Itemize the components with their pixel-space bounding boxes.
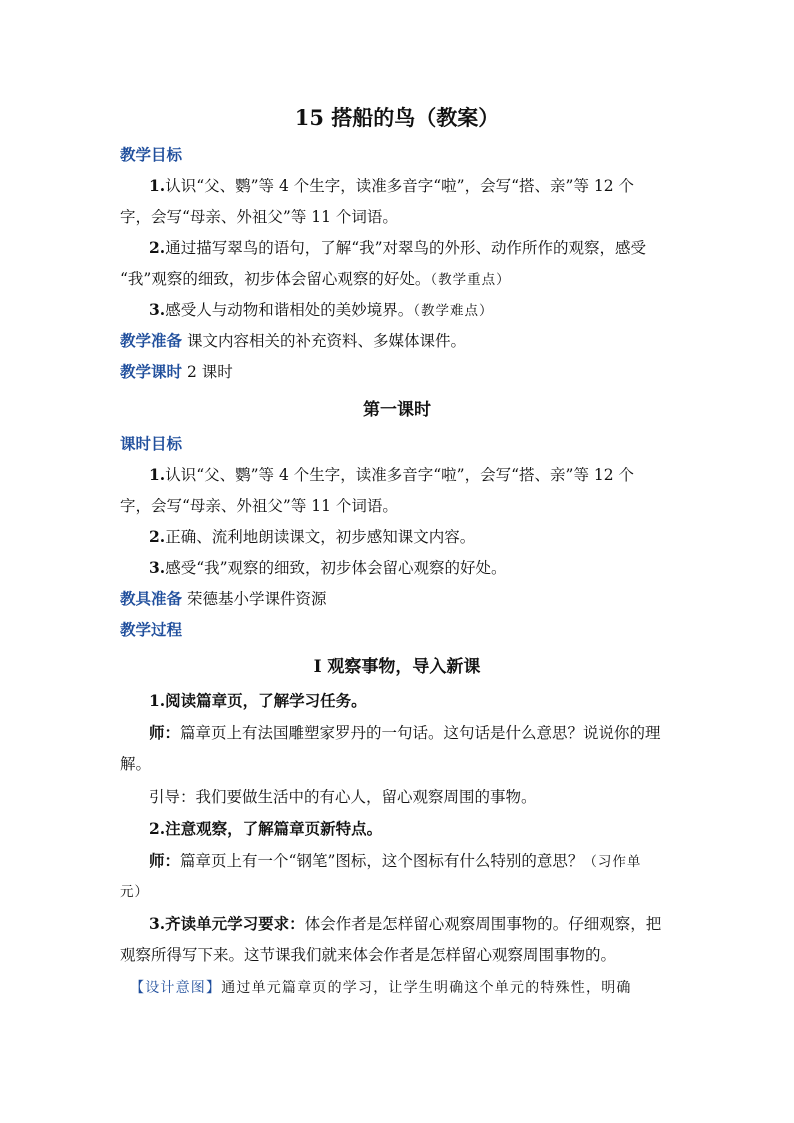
lesson-goal-2-number: 2.	[149, 527, 166, 546]
teacher-2-text: 篇章页上有一个“钢笔”图标，这个图标有什么特别的意思？	[180, 852, 584, 870]
teacher-1-label: 师：	[149, 723, 181, 742]
process-heading: 教学过程	[120, 620, 183, 639]
teacher-1-line-2: 解。	[120, 755, 152, 773]
lesson-goal-3-number: 3.	[149, 558, 166, 577]
objective-2-number: 2.	[149, 238, 166, 257]
hours-row	[120, 361, 233, 383]
objective-2-note: （教学重点）	[430, 272, 511, 288]
step-3-line-1	[149, 913, 661, 935]
objective-3-number: 3.	[149, 300, 166, 319]
teacher-2-note: （习作单	[583, 854, 642, 870]
teacher-1-line-1	[149, 722, 661, 744]
lesson-goal-3	[149, 557, 507, 579]
guide-row	[149, 786, 537, 808]
teacher-2-line-1	[149, 850, 641, 873]
lesson-1-heading: 第一课时	[363, 400, 431, 420]
design-intent-label: 【设计意图】	[130, 980, 222, 996]
lesson-goals-heading: 课时目标	[120, 434, 183, 453]
step-1-title: 1.阅读篇章页，了解学习任务。	[149, 691, 367, 710]
objective-2-text-cont: “我”观察的细致，初步体会留心观察的好处。	[120, 270, 431, 288]
hours-text: 2 课时	[182, 363, 233, 381]
tools-label: 教具准备	[120, 589, 183, 608]
preparation-label: 教学准备	[120, 331, 183, 350]
teacher-1-text: 篇章页上有法国雕塑家罗丹的一句话。这句话是什么意思？说说你的理	[180, 724, 661, 742]
objectives-heading: 教学目标	[120, 145, 183, 164]
guide-text: 我们要做生活中的有心人，留心观察周围的事物。	[195, 788, 537, 806]
step-3-title: 3.齐读单元学习要求：	[149, 914, 305, 933]
objective-1-line-1	[149, 175, 634, 197]
step-2-title: 2.注意观察，了解篇章页新特点。	[149, 819, 383, 838]
lesson-goal-1-line-2: 字，会写“母亲、外祖父”等 11 个词语。	[120, 497, 398, 515]
teacher-2-line-2: 元）	[120, 884, 149, 900]
lesson-goal-2	[149, 526, 475, 548]
lesson-goal-1-text: 认识“父、鹦”等 4 个生字，读准多音字“啦”，会写“搭、亲”等 12 个	[165, 466, 635, 484]
step-3-line-2: 观察所得写下来。这节课我们就来体会作者是怎样留心观察周围事物的。	[120, 946, 617, 964]
objective-1-text: 认识“父、鹦”等 4 个生字，读准多音字“啦”，会写“搭、亲”等 12 个	[165, 177, 635, 195]
preparation-row	[120, 330, 466, 352]
objective-2-text: 通过描写翠鸟的语句，了解“我”对翠鸟的外形、动作所作的观察，感受	[165, 239, 647, 257]
lesson-goal-2-text: 正确、流利地朗读课文，初步感知课文内容。	[165, 528, 476, 546]
objective-1-line-2: 字，会写“母亲、外祖父”等 11 个词语。	[120, 208, 398, 226]
objective-3-text: 感受人与动物和谐相处的美妙境界。	[165, 301, 414, 319]
step-3-text: 体会作者是怎样留心观察周围事物的。仔细观察，把	[304, 915, 662, 933]
objective-3	[149, 299, 493, 322]
objective-3-note: （教学难点）	[413, 303, 494, 319]
objective-2-line-1	[149, 237, 646, 259]
tools-text: 荣德基小学课件资源	[182, 590, 327, 608]
objective-1-number: 1.	[149, 176, 166, 195]
section-1-heading: Ⅰ 观察事物，导入新课	[313, 657, 481, 677]
design-intent-row	[130, 976, 632, 999]
teacher-2-label: 师：	[149, 851, 181, 870]
tools-row	[120, 588, 326, 610]
guide-label: 引导：	[149, 788, 196, 806]
lesson-goal-1-line-1	[149, 464, 634, 486]
lesson-goal-1-number: 1.	[149, 465, 166, 484]
document-title: 15 搭船的鸟（教案）	[294, 105, 500, 130]
objective-2-line-2	[120, 268, 511, 291]
preparation-text: 课文内容相关的补充资料、多媒体课件。	[182, 332, 466, 350]
design-intent-text: 通过单元篇章页的学习，让学生明确这个单元的特殊性，明确	[221, 980, 632, 996]
hours-label: 教学课时	[120, 362, 183, 381]
lesson-goal-3-text: 感受“我”观察的细致，初步体会留心观察的好处。	[165, 559, 507, 577]
